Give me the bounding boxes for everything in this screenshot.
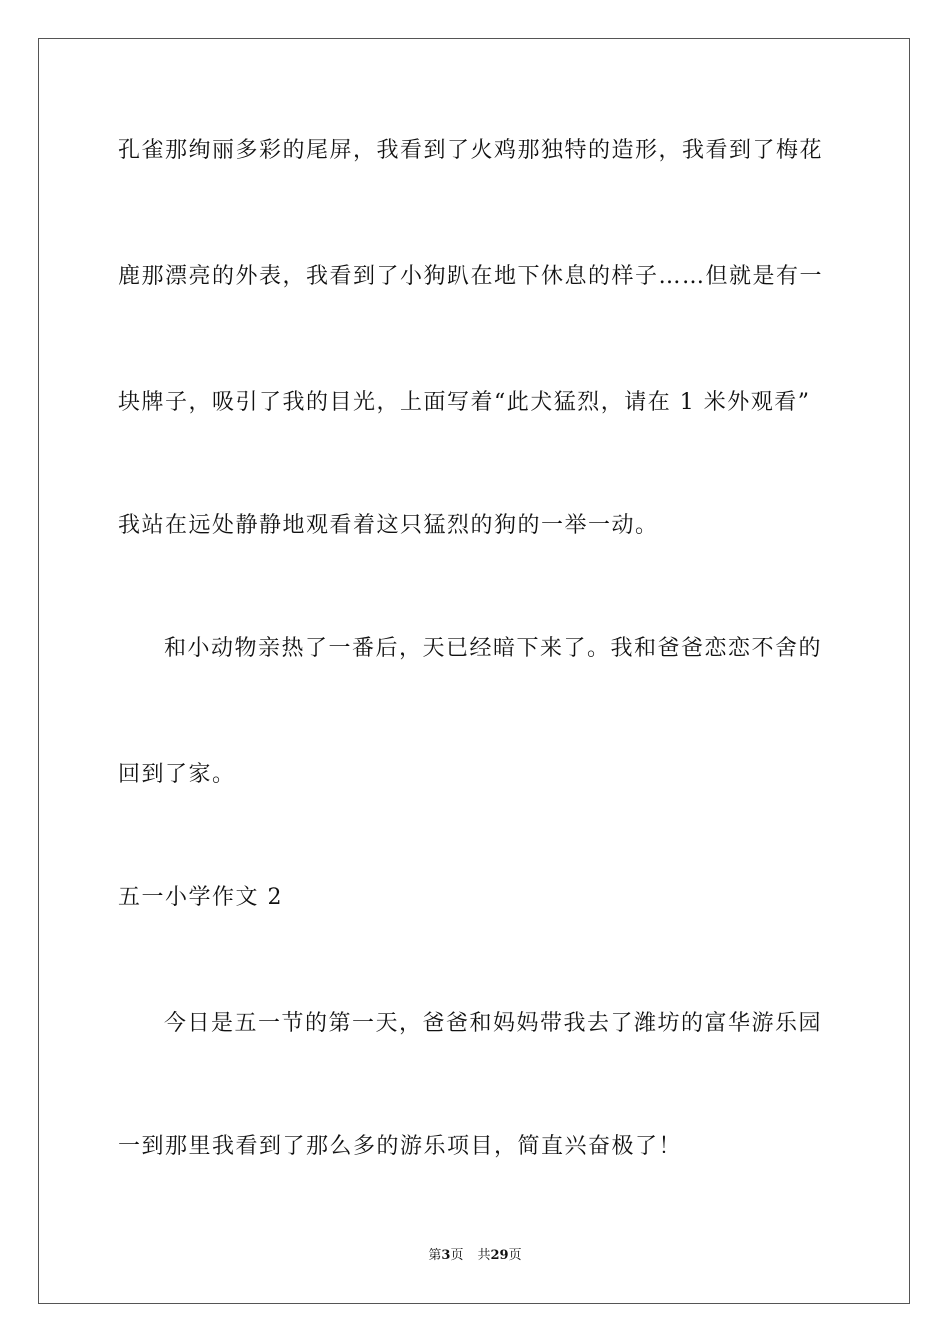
page-border	[38, 38, 910, 1304]
footer-page-unit: 页	[450, 1248, 464, 1263]
footer-page-total: 29	[490, 1248, 509, 1263]
section-heading: 五一小学作文 2	[118, 885, 283, 910]
footer-page-prefix: 第	[428, 1248, 442, 1263]
footer-page-current: 3	[441, 1248, 451, 1263]
text-line-4: 我站在远处静静地观看着这只猛烈的狗的一举一动。	[118, 513, 659, 538]
footer-total-unit: 页	[508, 1248, 522, 1263]
paragraph-start-line-2: 今日是五一节的第一天，爸爸和妈妈带我去了潍坊的富华游乐园	[164, 1011, 823, 1036]
text-line-3: 块牌子，吸引了我的目光，上面写着“此犬猛烈，请在 1 米外观看”	[118, 390, 811, 415]
paragraph-start-line: 和小动物亲热了一番后，天已经暗下来了。我和爸爸恋恋不舍的	[164, 636, 823, 661]
text-line-6: 回到了家。	[118, 762, 236, 787]
footer-total-prefix: 共	[477, 1248, 491, 1263]
text-line-1: 孔雀那绚丽多彩的尾屏，我看到了火鸡那独特的造形，我看到了梅花	[118, 138, 824, 163]
text-line-9: 一到那里我看到了那么多的游乐项目，简直兴奋极了！	[118, 1134, 683, 1159]
page-footer	[0, 1248, 950, 1264]
text-line-2: 鹿那漂亮的外表，我看到了小狗趴在地下休息的样子……但就是有一	[118, 264, 824, 289]
